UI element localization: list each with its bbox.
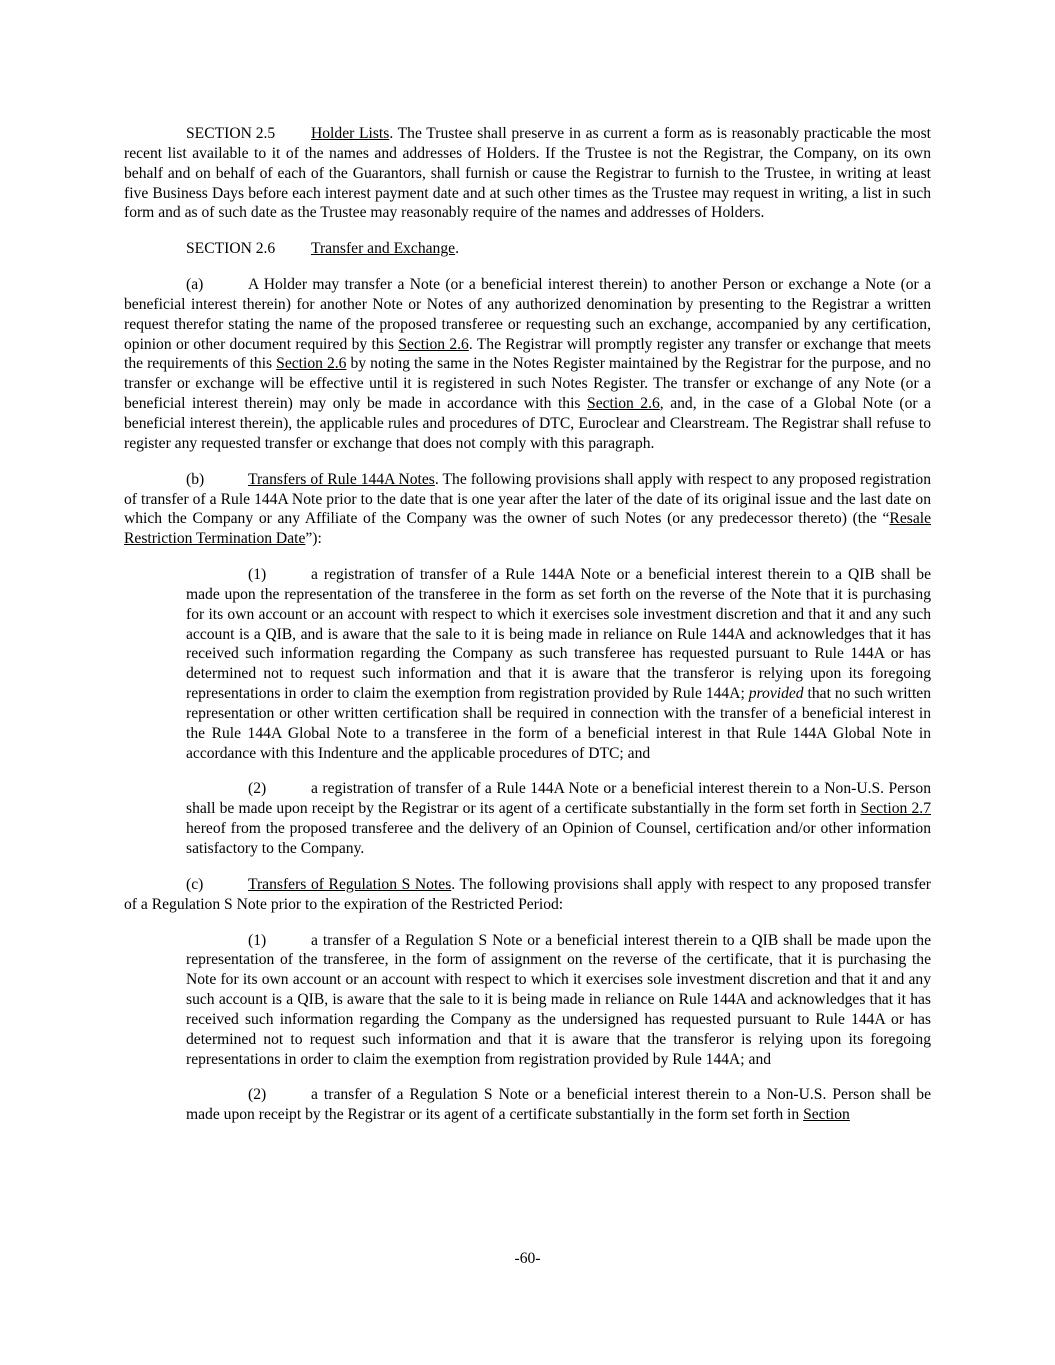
paragraph-label: (c) bbox=[186, 875, 204, 893]
paragraph-label: (1) bbox=[248, 566, 267, 584]
clause-paragraph bbox=[124, 470, 931, 549]
section-paragraph bbox=[124, 124, 931, 223]
underlined-reference: Resale Restriction Termination Date bbox=[124, 510, 931, 548]
page-number: -60- bbox=[514, 1250, 541, 1267]
underlined-reference: Section 2.7 bbox=[860, 800, 931, 818]
paragraph-text: . The Registrar will promptly register any transfer or exchange that meets the requirements of this bbox=[124, 335, 931, 373]
clause-paragraph bbox=[124, 875, 931, 915]
paragraph-label: SECTION 2.5 bbox=[186, 125, 276, 142]
subclause-paragraph bbox=[186, 1085, 931, 1125]
underlined-reference: Section 2.6 bbox=[276, 355, 347, 373]
underlined-reference: Transfers of Rule 144A Notes bbox=[248, 470, 435, 488]
paragraph-text: . The following provisions shall apply with respect to any proposed transfer of a Regulation S Note prior to the expiration of the Restricted Period: bbox=[124, 875, 932, 913]
paragraph-text: . bbox=[455, 240, 459, 258]
paragraph-label: (2) bbox=[248, 1086, 267, 1104]
paragraph-text: a transfer of a Regulation S Note or a beneficial interest therein to a QIB shall be made upon the representation of the transferee, in the form of assignment on the reverse of the certificate, that it is purchasing the Note for its own account or an account with respect to which it exercises sole investment discretion and that it and any such account is a QIB, is aware that the sale to it is being made in reliance on Rule 144A and acknowledges that it has received such information regarding the Company as the undersigned has requested pursuant to Rule 144A or has determined not to request such information and that it is aware that the transferor is relying upon its foregoing representations in order to claim the exemption from registration provided by Rule 144A; and bbox=[186, 931, 931, 1068]
paragraph-label: (b) bbox=[186, 470, 205, 488]
underlined-reference: Section 2.6 bbox=[587, 395, 660, 413]
subclause-paragraph bbox=[186, 565, 931, 763]
paragraph-text: that no such written representation or other written certification shall be required in connection with the transfer of a beneficial interest in the Rule 144A Global Note to a transferee in the form of a beneficial interest in that Rule 144A Global Note in accordance with this Indenture and the applicable procedures of DTC; and bbox=[186, 685, 931, 762]
paragraph-label: (1) bbox=[248, 931, 267, 949]
section-paragraph bbox=[124, 239, 931, 259]
underlined-reference: Section bbox=[803, 1106, 850, 1124]
paragraph-text: ”): bbox=[305, 530, 322, 548]
subclause-paragraph bbox=[186, 931, 931, 1070]
paragraph-text: hereof from the proposed transferee and the delivery of an Opinion of Counsel, certification and/or other information satisfactory to the Company. bbox=[186, 820, 931, 857]
underlined-reference: Section 2.6 bbox=[398, 335, 469, 353]
paragraph-text: a transfer of a Regulation S Note or a beneficial interest therein to a Non-U.S. Person shall be made upon receipt by the Registrar or its agent of a certificate substantially in the form set forth in bbox=[186, 1086, 931, 1124]
italic-text: provided bbox=[748, 685, 804, 703]
paragraph-text: , and, in the case of a Global Note (or a beneficial interest therein), the applicable rules and procedures of DTC, Euroclear and Clearstream. The Registrar shall refuse to register any requested transfer or exchange that does not comply with this paragraph. bbox=[124, 395, 931, 452]
clause-paragraph bbox=[124, 275, 931, 454]
paragraph-text: a registration of transfer of a Rule 144A Note or a beneficial interest therein to a Non-U.S. Person shall be made upon receipt by the Registrar or its agent of a certificate substantially in the form set forth in bbox=[186, 780, 931, 818]
document-body bbox=[124, 124, 931, 1141]
paragraph-label: (a) bbox=[186, 276, 204, 294]
underlined-reference: Transfers of Regulation S Notes bbox=[248, 875, 452, 893]
paragraph-text: . The Trustee shall preserve in as current a form as is reasonably practicable the most recent list available to it of the names and addresses of Holders. If the Trustee is not the Registrar, the Company, on its own behalf and on behalf of each of the Guarantors, shall furnish or cause the Registrar to furnish to the Trustee, in writing at least five Business Days before each interest payment date and at such other times as the Trustee may request in writing, a list in such form and as of such date as the Trustee may reasonably require of the names and addresses of Holders. bbox=[124, 125, 931, 222]
paragraph-label: (2) bbox=[248, 780, 267, 798]
subclause-paragraph bbox=[186, 779, 931, 858]
underlined-reference: Holder Lists bbox=[311, 125, 390, 142]
paragraph-label: SECTION 2.6 bbox=[186, 240, 276, 258]
underlined-reference: Transfer and Exchange bbox=[311, 240, 456, 258]
paragraph-text: A Holder may transfer a Note (or a beneficial interest therein) to another Person or exchange a Note (or a beneficial interest therein) for another Note or Notes of any authorized denomination by presenting to the Registrar a written request therefor stating the name of the proposed transferee or requesting such an exchange, accompanied by any certification, opinion or other document required by this bbox=[124, 276, 931, 353]
paragraph-text: . The following provisions shall apply with respect to any proposed registration of transfer of a Rule 144A Note prior to the date that is one year after the later of the date of its original issue and the last date on which the Company or any Affiliate of the Company was the owner of such Notes (or any predecessor thereto) (the “ bbox=[124, 470, 931, 528]
paragraph-text: a registration of transfer of a Rule 144A Note or a beneficial interest therein to a QIB shall be made upon the representation of the transferee in the form as set forth on the reverse of the Note that it is purchasing for its own account or an account with respect to which it exercises sole investment discretion and that it and any such account is a QIB, and is aware that the sale to it is being made in reliance on Rule 144A and acknowledges that it has received such information regarding the Company as such transferee has requested pursuant to Rule 144A or has determined not to request such information and that it is aware that the transferor is relying upon its foregoing representations in order to claim the exemption from registration provided by Rule 144A; bbox=[186, 566, 931, 703]
paragraph-text: by noting the same in the Notes Register maintained by the Registrar for the purpose, and no transfer or exchange will be effective until it is registered in such Notes Register. The transfer or exchange of any Note (or a beneficial interest therein) may only be made in accordance with this bbox=[124, 355, 931, 413]
